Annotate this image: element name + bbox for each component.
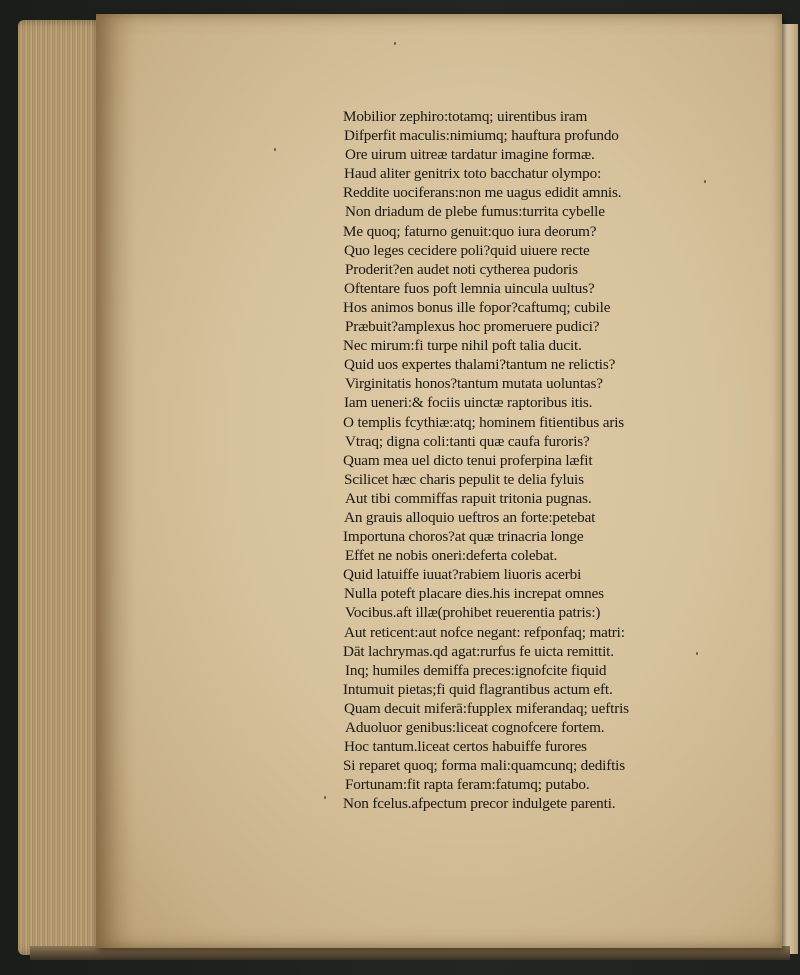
- verse-line: Ore uirum uitreæ tardatur imagine formæ.: [345, 146, 595, 164]
- verse-line: Quid latuiffe iuuat?rabiem liuoris acerbi: [343, 566, 582, 584]
- verse-line: Proderit?en audet noti cytherea pudoris: [345, 260, 578, 278]
- right-page-edge: [780, 24, 798, 954]
- verse-line: Quo leges cecidere poli?quid uiuere recte: [344, 241, 590, 259]
- verse-line: Non driadum de plebe fumus:turrita cybelle: [345, 203, 605, 221]
- verse-line: Effet ne nobis oneri:deferta colebat.: [345, 547, 558, 565]
- verse-line: Me quoq; faturno genuit:quo iura deorum?: [343, 222, 597, 240]
- verse-line: Nulla poteft placare dies.his increpat omnes: [344, 585, 604, 603]
- verse-line: Dāt lachrymas.qd agat:rurfus fe uicta remittit.: [343, 642, 614, 660]
- verse-line: O templis fcythiæ:atq; hominem fitientibus aris: [343, 413, 625, 431]
- verse-line: Aduoluor genibus:liceat cognofcere fortem.: [345, 719, 605, 736]
- verse-line: Scilicet hæc charis pepulit te delia fyluis: [344, 470, 584, 488]
- verse-line: Importuna choros?at quæ trinacria longe: [343, 528, 584, 546]
- verse-line: Intumuit pietas;fi quid flagrantibus actum eft.: [343, 680, 613, 698]
- verse-line: Nec mirum:fi turpe nihil poft talia ducit.: [343, 337, 582, 355]
- verse-line: Quam decuit miferā:fupplex miferandaq; ueftris: [344, 699, 629, 717]
- verse-line: Aut tibi commiffas rapuit tritonia pugnas.: [345, 489, 592, 507]
- verse-line: Vocibus.aft illæ(prohibet reuerentia patris:): [345, 604, 601, 622]
- verse-line: Oftentare fuos poft lemnia uincula uultus?: [344, 279, 595, 297]
- verse-line: Iam ueneri:& fociis uinctæ raptoribus itis.: [344, 394, 593, 412]
- paper-speck: [324, 796, 326, 799]
- verse-line: Non fcelus.afpectum precor indulgete parenti.: [343, 795, 616, 813]
- verse-line: Præbuit?amplexus hoc promeruere pudici?: [345, 318, 600, 336]
- verse-line: Quam mea uel dicto tenui proferpina læfit: [343, 451, 593, 469]
- verse-line: Mobilior zephiro:totamq; uirentibus iram: [343, 108, 588, 125]
- verse-line: Haud aliter genitrix toto bacchatur olympo:: [344, 165, 602, 183]
- verse-line: Reddite uociferans:non me uagus edidit amnis.: [343, 184, 622, 202]
- verse-line: Inq; humiles demiffa preces:ignofcite fiquid: [345, 661, 607, 679]
- verse-line: Fortunam:fit rapta feram:fatumq; putabo.: [345, 776, 590, 794]
- verse-line: Aut reticent:aut nofce negant: refponfaq; matri:: [344, 623, 625, 641]
- verse-line: Hos animos bonus ille fopor?caftumq; cubile: [343, 298, 611, 316]
- latin-verse-text: [343, 107, 723, 813]
- paper-speck: [394, 42, 396, 45]
- page-stack-edges: [18, 20, 108, 955]
- verse-line: Quid uos expertes thalami?tantum ne relictis?: [344, 356, 616, 374]
- verse-line: Hoc tantum.liceat certos habuiffe furores: [344, 738, 587, 756]
- verse-line: Si reparet quoq; forma mali:quamcunq; dediftis: [343, 757, 626, 775]
- bottom-edge: [30, 946, 790, 960]
- paper-speck: [274, 148, 276, 151]
- verse-line: Virginitatis honos?tantum mutata uoluntas?: [345, 375, 603, 393]
- verse-line: Difperfit maculis:nimiumq; hauftura profundo: [344, 127, 619, 145]
- verse-line: An grauis alloquio ueftros an forte:petebat: [344, 508, 596, 526]
- verse-line: Vtraq; digna coli:tanti quæ caufa furoris?: [345, 432, 590, 450]
